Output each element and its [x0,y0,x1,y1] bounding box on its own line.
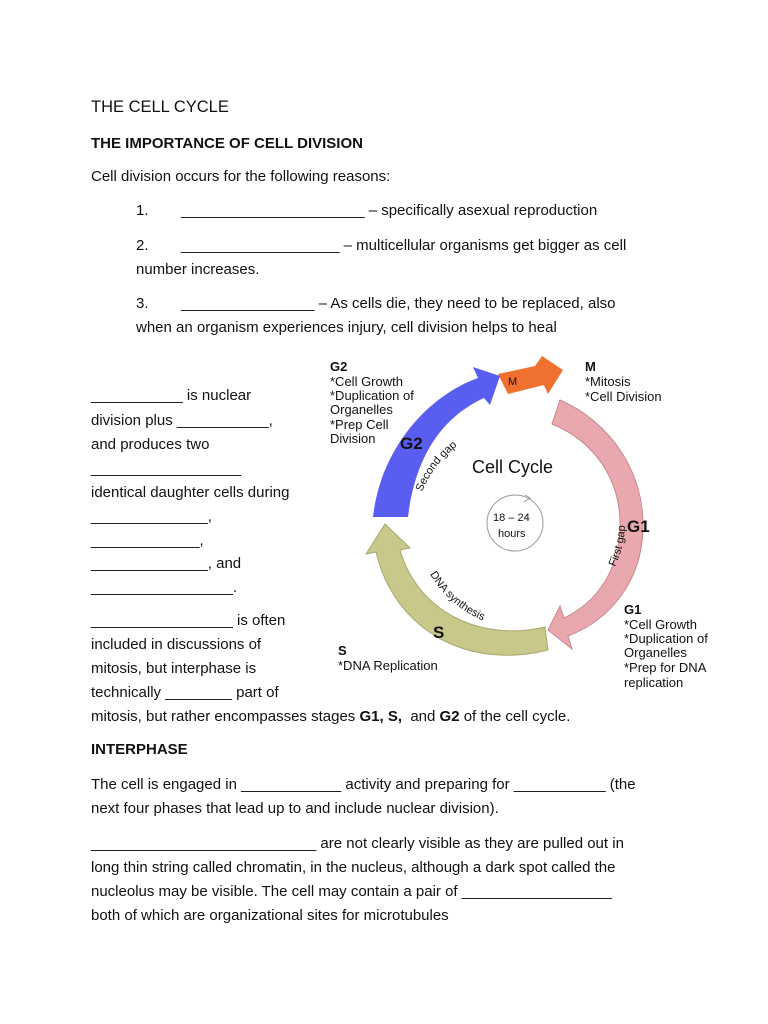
dna-synthesis-label: DNA synthesis [427,569,487,624]
g1-info-line: *Prep for DNA [624,660,707,675]
g1-info-line: Organelles [624,645,687,660]
mitosis-stages-line [91,708,570,726]
reason-number-1: 1. [136,202,149,219]
left-text-line: division plus ___________, [91,412,273,429]
mitosis-line-end: of the cell cycle. [459,708,571,725]
stage-g2-bold: G2 [439,708,460,725]
left-text-line: ______________, [91,508,212,525]
left-text-line: _____________, [91,532,204,549]
g2-info-line: *Prep Cell [330,417,389,432]
interphase-text-line: long thin string called chromatin, in the nucleus, although a dark spot called the [91,859,616,876]
interphase-text-line: The cell is engaged in ____________ activity and preparing for ___________ (the [91,776,636,793]
left-text-line: ______________, and [91,555,242,572]
g1-info-heading: G1 [624,602,642,617]
g1-info-line: *Cell Growth [624,617,697,632]
reason-text-2: ___________________ – multicellular organisms get bigger as cell [181,237,627,254]
s-phase-arrow [366,524,548,655]
first-gap-label: First gap [606,524,629,569]
left-text-line: mitosis, but interphase is [91,660,257,677]
s-ring-label: S [433,623,445,642]
g2-info-heading: G2 [330,359,348,374]
page-title: THE CELL CYCLE [91,98,229,116]
stage-g1-bold: G1, [359,708,384,725]
left-text-line: ___________ is nuclear [91,387,252,404]
g2-info-line: *Duplication of [330,388,414,403]
g2-ring-label: G2 [400,434,423,453]
s-info-line: *DNA Replication [338,658,438,673]
stage-s-bold: S, [383,708,402,725]
left-text-line: included in discussions of [91,636,262,653]
left-text-line: and produces two [91,436,210,453]
g1-ring-label: G1 [627,517,650,536]
left-text-line: technically ________ part of [91,684,279,701]
reason-number-3: 3. [136,295,149,312]
duration-unit: hours [498,528,526,540]
left-text-line: __________________ [91,460,242,477]
interphase-text-line: next four phases that lead up to and include nuclear division). [91,800,499,817]
reason-number-2: 2. [136,237,149,254]
left-text-line: _________________. [91,579,237,596]
interphase-text-line: nucleolus may be visible. The cell may contain a pair of __________________ [91,883,612,900]
mitosis-line-text: mitosis, but rather encompasses stages [91,708,360,725]
clock-arrow-icon [524,495,530,502]
reason-text-3-cont: when an organism experiences injury, cell division helps to heal [136,319,557,336]
g2-info-line: Division [330,431,376,446]
mitosis-line-and: and [402,708,440,725]
duration-range: 18 – 24 [493,512,530,524]
m-phase-arrow [498,356,563,394]
cell-cycle-diagram [320,352,730,697]
interphase-text-line: ___________________________ are not clearly visible as they are pulled out in [91,835,624,852]
section-heading-interphase: INTERPHASE [91,741,188,758]
s-info-heading: S [338,643,347,658]
reason-text-1: ______________________ – specifically asexual reproduction [181,202,598,219]
left-text-line: identical daughter cells during [91,484,290,501]
interphase-text-line: both of which are organizational sites for microtubules [91,907,449,924]
g1-info-line: replication [624,675,684,690]
cell-cycle-title: Cell Cycle [472,457,554,477]
m-info-heading: M [585,359,596,374]
g1-info-line: *Duplication of [624,631,708,646]
m-ring-label: M [508,376,518,388]
m-info-line: *Mitosis [585,374,631,389]
intro-text: Cell division occurs for the following reasons: [91,168,391,185]
second-gap-label: Second gap [413,438,460,494]
left-text-line: _________________ is often [91,612,286,629]
reason-text-3: ________________ – As cells die, they need to be replaced, also [181,295,616,312]
g2-info-line: Organelles [330,402,393,417]
section-heading-importance: THE IMPORTANCE OF CELL DIVISION [91,135,363,152]
m-info-line: *Cell Division [585,389,662,404]
reason-text-2-cont: number increases. [136,261,260,278]
g2-info-line: *Cell Growth [330,374,403,389]
